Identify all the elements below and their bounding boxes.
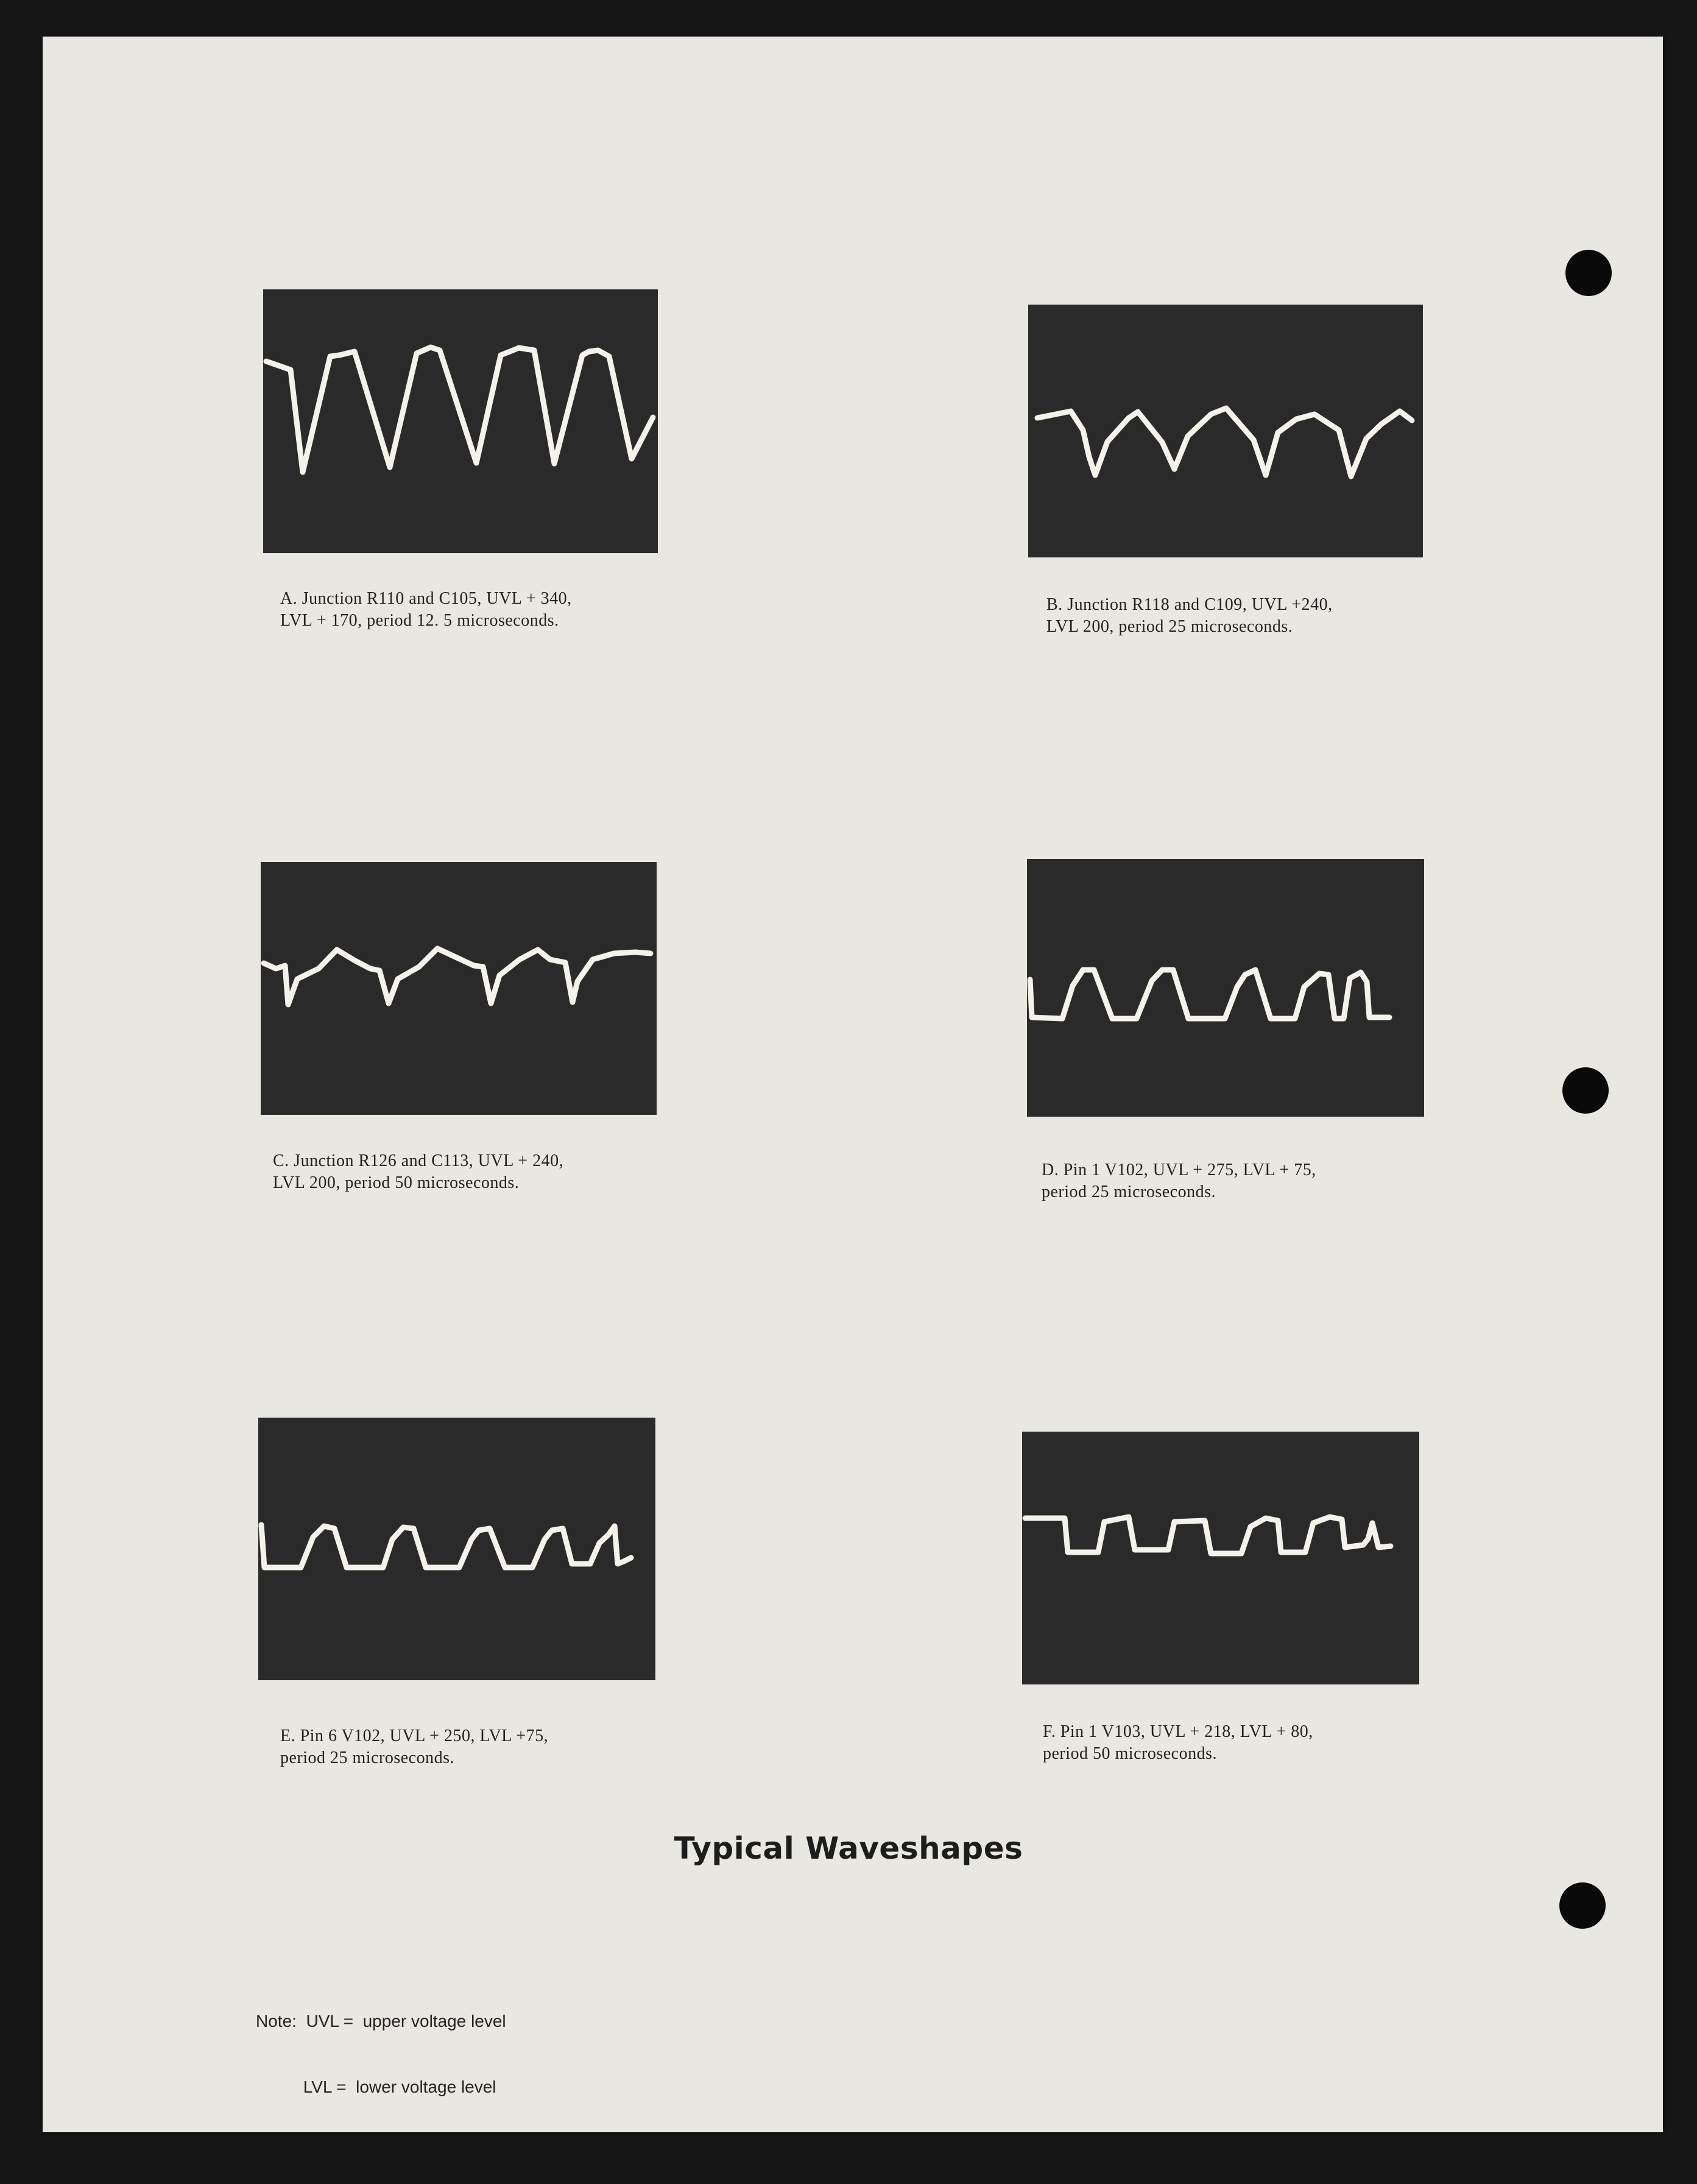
figure-e-caption	[280, 1725, 548, 1769]
figure-b-caption-line1: B. Junction R118 and C109, UVL +240,	[1046, 595, 1333, 614]
waveform-c-oscilloscope	[261, 862, 657, 1115]
waveform-b-trace	[1037, 408, 1412, 476]
figure-a-caption	[280, 588, 572, 632]
waveform-e-trace	[261, 1525, 631, 1567]
figure-c-caption-line2: LVL 200, period 50 microseconds.	[273, 1173, 520, 1192]
figure-e-caption-line1: E. Pin 6 V102, UVL + 250, LVL +75,	[280, 1726, 549, 1745]
waveform-f-oscilloscope	[1022, 1432, 1419, 1684]
figure-f-caption-line1: F. Pin 1 V103, UVL + 218, LVL + 80,	[1043, 1722, 1313, 1741]
figure-d-caption-line2: period 25 microseconds.	[1042, 1182, 1216, 1201]
figure-a-caption-line2: LVL + 170, period 12. 5 microseconds.	[280, 611, 559, 630]
punch-hole-middle	[1562, 1067, 1609, 1114]
punch-hole-bottom	[1559, 1882, 1606, 1929]
figure-c-caption	[273, 1150, 563, 1194]
figure-a-caption-line1: A. Junction R110 and C105, UVL + 340,	[280, 589, 572, 608]
waveform-b-oscilloscope	[1028, 305, 1423, 557]
page-title: Typical Waveshapes	[674, 1831, 1023, 1866]
note-line-uvl: Note: UVL = upper voltage level	[256, 2012, 506, 2030]
figure-d-caption	[1042, 1159, 1316, 1203]
note-line-lvl: LVL = lower voltage level	[256, 2077, 496, 2096]
waveform-e-oscilloscope	[258, 1418, 655, 1680]
figure-f-caption-line2: period 50 microseconds.	[1043, 1744, 1217, 1763]
figure-b-caption	[1046, 594, 1333, 638]
figure-b-caption-line2: LVL 200, period 25 microseconds.	[1046, 617, 1293, 636]
waveform-f-trace	[1025, 1517, 1391, 1553]
punch-hole-top	[1565, 250, 1612, 296]
figure-e-caption-line2: period 25 microseconds.	[280, 1748, 454, 1767]
abbreviation-note	[256, 1967, 506, 2120]
waveform-d-trace	[1030, 970, 1389, 1019]
figure-c-caption-line1: C. Junction R126 and C113, UVL + 240,	[273, 1151, 564, 1170]
figure-f-caption	[1043, 1721, 1313, 1765]
waveform-a-trace	[266, 347, 653, 472]
waveform-a-oscilloscope	[263, 289, 658, 553]
waveform-d-oscilloscope	[1027, 859, 1424, 1117]
waveform-c-trace	[264, 949, 651, 1005]
figure-d-caption-line1: D. Pin 1 V102, UVL + 275, LVL + 75,	[1042, 1161, 1316, 1179]
